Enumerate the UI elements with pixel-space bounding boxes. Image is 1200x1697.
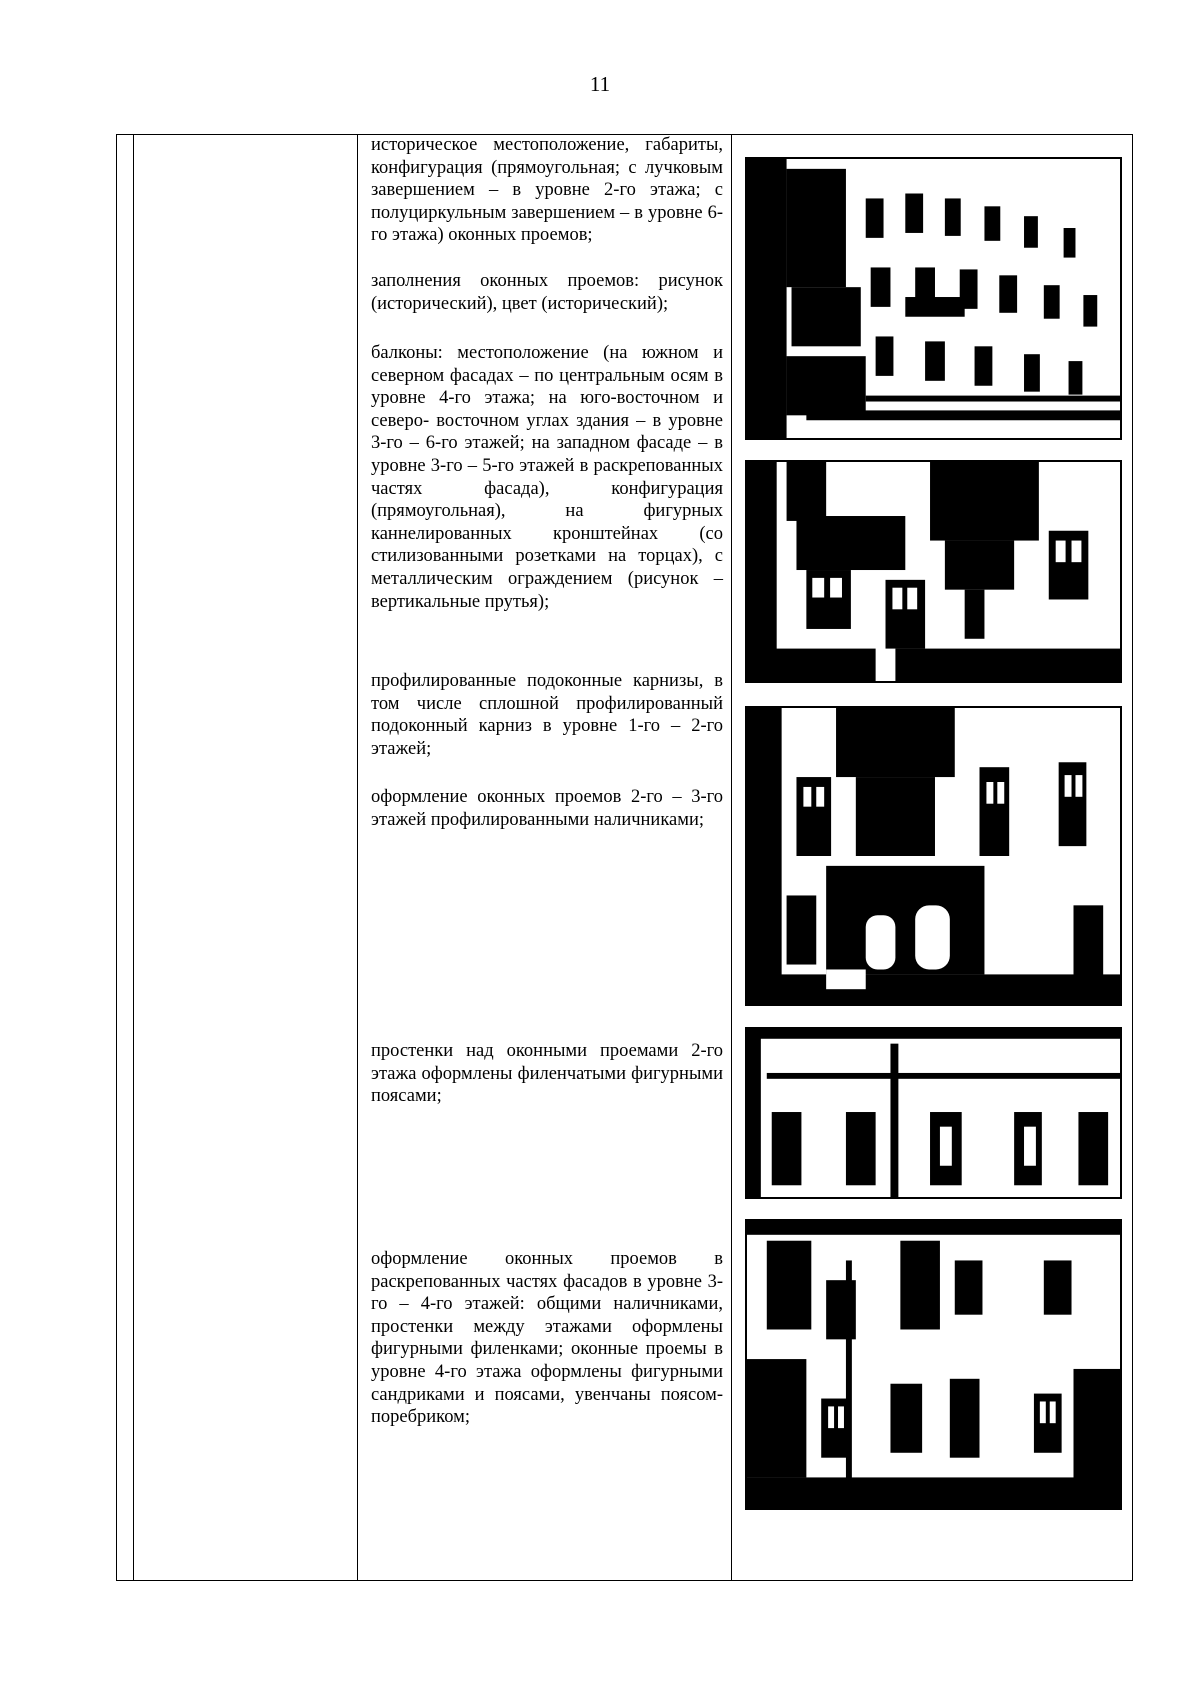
facade-photo-balconies xyxy=(745,460,1122,683)
paragraph-windows-config: историческое местоположение, габариты, конфигурация (прямоугольная; с лучковым завершением – в уровне 2-го этажа; с полуциркульным завершением – в уровне 6-го этажа) оконных проемов; xyxy=(371,135,723,246)
facade-photo-upper-floors xyxy=(745,157,1122,440)
paragraph-risalit-windows: оформление оконных проемов в раскрепованных частях фасадов в уровне 3-го – 4-го этажей: общими наличниками, простенки между этажами оформлены фигурными филенками; оконные проемы в уровне 4-го этажа оформлены фигурными сандриками и поясами, увенчаны поясом-поребриком; xyxy=(371,1249,723,1428)
page-number: 11 xyxy=(589,72,611,96)
column-divider-3 xyxy=(731,135,732,1580)
paragraph-window-surrounds: оформление оконных проемов 2-го – 3-го этажей профилированными наличниками; xyxy=(371,787,723,830)
paragraph-balconies: балконы: местоположение (на южном и северном фасадах – по центральным осям в уровне 4-го этажа; на юго-восточном и северо- восточном углах здания – в уровне 3-го – 6-го этажей; на западном фасаде – в уровне 3-го – 5-го этажей в раскрепованных частях фасада), конфигурация (прямоугольная), на фигурных каннелированных кронштейнах (со стилизованными розетками на торцах), с металлическим ограждением (рисунок – вертикальные прутья); xyxy=(371,343,723,612)
paragraph-piers: простенки над оконными проемами 2-го этажа оформлены филенчатыми фигурными поясами; xyxy=(371,1041,723,1107)
facade-photo-risalit-windows xyxy=(745,1219,1122,1510)
column-divider-1 xyxy=(133,135,134,1580)
facade-photo-second-floor-piers xyxy=(745,1027,1122,1199)
column-divider-2 xyxy=(357,135,358,1580)
paragraph-sill-cornices: профилированные подоконные карнизы, в том числе сплошной профилированный подоконный карниз в уровне 1-го – 2-го этажей; xyxy=(371,671,723,759)
paragraph-window-fillings: заполнения оконных проемов: рисунок (исторический), цвет (исторический); xyxy=(371,271,723,314)
facade-photo-window-surrounds xyxy=(745,706,1122,1006)
